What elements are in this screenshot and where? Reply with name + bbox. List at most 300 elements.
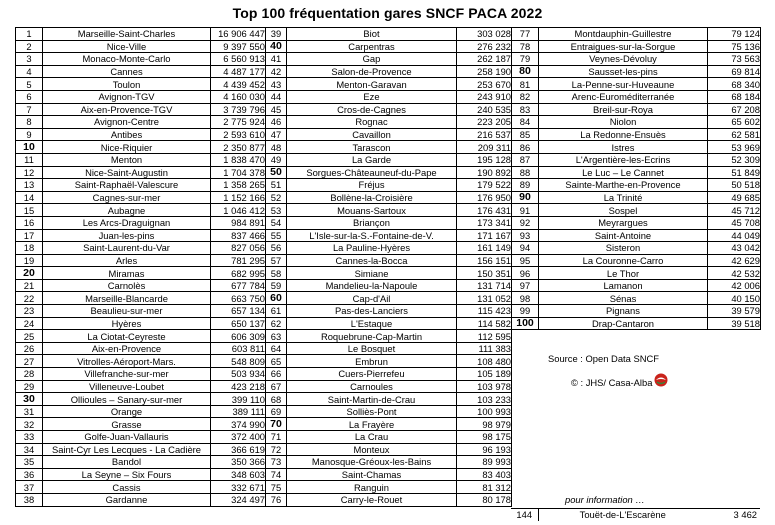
table-row bbox=[266, 292, 512, 305]
table-row bbox=[266, 78, 512, 91]
ridership-value-cell: 2 350 877 bbox=[211, 141, 266, 154]
table-row bbox=[512, 317, 761, 330]
rank-cell: 50 bbox=[266, 166, 287, 179]
station-name-cell: Monteux bbox=[287, 443, 457, 456]
ridership-value-cell: 44 049 bbox=[708, 229, 761, 242]
ridership-value-cell: 39 579 bbox=[708, 305, 761, 318]
rank-cell: 24 bbox=[16, 317, 43, 330]
ridership-value-cell: 68 184 bbox=[708, 90, 761, 103]
table-row bbox=[266, 393, 512, 406]
rank-cell: 100 bbox=[512, 317, 539, 330]
ridership-value-cell: 42 629 bbox=[708, 254, 761, 267]
rank-cell: 144 bbox=[511, 509, 538, 521]
station-name-cell: Aix-en-Provence bbox=[43, 342, 211, 355]
station-name-cell: Carpentras bbox=[287, 40, 457, 53]
station-name-cell: Briançon bbox=[287, 216, 457, 229]
rank-cell: 2 bbox=[16, 40, 43, 53]
station-name-cell: La Frayère bbox=[287, 418, 457, 431]
rank-cell: 64 bbox=[266, 342, 287, 355]
table-row bbox=[512, 28, 761, 41]
rank-cell: 33 bbox=[16, 431, 43, 444]
station-name-cell: Tarascon bbox=[287, 141, 457, 154]
table-row bbox=[266, 216, 512, 229]
ridership-value-cell: 115 423 bbox=[457, 305, 512, 318]
rank-cell: 97 bbox=[512, 279, 539, 292]
table-row bbox=[512, 65, 761, 78]
station-name-cell: Breil-sur-Roya bbox=[539, 103, 708, 116]
rank-cell: 88 bbox=[512, 166, 539, 179]
rank-cell: 89 bbox=[512, 179, 539, 192]
station-name-cell: Sospel bbox=[539, 204, 708, 217]
station-name-cell: Sorgues-Châteauneuf-du-Pape bbox=[287, 166, 457, 179]
rank-cell: 99 bbox=[512, 305, 539, 318]
station-name-cell: Beaulieu-sur-mer bbox=[43, 305, 211, 318]
station-name-cell: Avignon-Centre bbox=[43, 116, 211, 129]
rank-cell: 20 bbox=[16, 267, 43, 280]
station-name-cell: Cros-de-Cagnes bbox=[287, 103, 457, 116]
ridership-value-cell: 4 439 452 bbox=[211, 78, 266, 91]
table-row bbox=[512, 90, 761, 103]
table-row bbox=[16, 40, 266, 53]
station-name-cell: Les Arcs-Draguignan bbox=[43, 216, 211, 229]
station-name-cell: Cap-d'Ail bbox=[287, 292, 457, 305]
station-name-cell: Saint-Cyr Les Lecques - La Cadière bbox=[43, 443, 211, 456]
table-row bbox=[266, 355, 512, 368]
rank-cell: 42 bbox=[266, 65, 287, 78]
station-name-cell: Bollène-la-Croisière bbox=[287, 191, 457, 204]
ridership-value-cell: 108 480 bbox=[457, 355, 512, 368]
table-row bbox=[512, 103, 761, 116]
ridership-value-cell: 240 535 bbox=[457, 103, 512, 116]
table-row bbox=[266, 141, 512, 154]
ridership-value-cell: 42 006 bbox=[708, 279, 761, 292]
table-row bbox=[16, 254, 266, 267]
ridership-value-cell: 366 619 bbox=[211, 443, 266, 456]
ridership-value-cell: 606 309 bbox=[211, 330, 266, 343]
station-name-cell: La Trinité bbox=[539, 191, 708, 204]
rank-cell: 34 bbox=[16, 443, 43, 456]
station-name-cell: Ollioules – Sanary-sur-mer bbox=[43, 393, 211, 406]
ridership-value-cell: 171 167 bbox=[457, 229, 512, 242]
rank-cell: 8 bbox=[16, 116, 43, 129]
rank-cell: 62 bbox=[266, 317, 287, 330]
rank-cell: 63 bbox=[266, 330, 287, 343]
rank-cell: 16 bbox=[16, 216, 43, 229]
table-row bbox=[16, 368, 266, 381]
ridership-value-cell: 45 708 bbox=[708, 216, 761, 229]
rank-cell: 39 bbox=[266, 28, 287, 41]
station-name-cell: Saint-Chamas bbox=[287, 468, 457, 481]
station-name-cell: Saint-Antoine bbox=[539, 229, 708, 242]
ridership-value-cell: 374 990 bbox=[211, 418, 266, 431]
table-row bbox=[266, 305, 512, 318]
ridership-value-cell: 984 891 bbox=[211, 216, 266, 229]
ridership-value-cell: 103 233 bbox=[457, 393, 512, 406]
ranking-table-col-3 bbox=[511, 27, 761, 330]
rank-cell: 54 bbox=[266, 216, 287, 229]
table-row bbox=[266, 90, 512, 103]
ridership-value-cell: 677 784 bbox=[211, 279, 266, 292]
ridership-value-cell: 50 518 bbox=[708, 179, 761, 192]
station-name-cell: Arenc-Euroméditerranée bbox=[539, 90, 708, 103]
rank-cell: 38 bbox=[16, 493, 43, 506]
rank-cell: 27 bbox=[16, 355, 43, 368]
table-row bbox=[266, 279, 512, 292]
rank-cell: 18 bbox=[16, 242, 43, 255]
table-row bbox=[16, 418, 266, 431]
ridership-value-cell: 350 366 bbox=[211, 456, 266, 469]
table-row bbox=[512, 128, 761, 141]
rank-cell: 58 bbox=[266, 267, 287, 280]
ridership-value-cell: 827 056 bbox=[211, 242, 266, 255]
station-name-cell: Simiane bbox=[287, 267, 457, 280]
table-row bbox=[16, 267, 266, 280]
table-row bbox=[16, 78, 266, 91]
table-row bbox=[16, 405, 266, 418]
ridership-value-cell: 303 028 bbox=[457, 28, 512, 41]
rank-cell: 85 bbox=[512, 128, 539, 141]
rank-cell: 83 bbox=[512, 103, 539, 116]
rank-cell: 94 bbox=[512, 242, 539, 255]
ridership-value-cell: 657 134 bbox=[211, 305, 266, 318]
table-row bbox=[266, 40, 512, 53]
rank-cell: 84 bbox=[512, 116, 539, 129]
rank-cell: 26 bbox=[16, 342, 43, 355]
station-name-cell: Gardanne bbox=[43, 493, 211, 506]
station-name-cell: Mandelieu-la-Napoule bbox=[287, 279, 457, 292]
ranking-table-col-1 bbox=[15, 27, 266, 507]
station-name-cell: Le Thor bbox=[539, 267, 708, 280]
table-row bbox=[16, 355, 266, 368]
rank-cell: 5 bbox=[16, 78, 43, 91]
rank-cell: 48 bbox=[266, 141, 287, 154]
table-row bbox=[16, 431, 266, 444]
ridership-value-cell: 16 906 447 bbox=[211, 28, 266, 41]
rank-cell: 61 bbox=[266, 305, 287, 318]
ridership-value-cell: 243 910 bbox=[457, 90, 512, 103]
station-name-cell: Aubagne bbox=[43, 204, 211, 217]
station-name-cell: Pignans bbox=[539, 305, 708, 318]
ridership-value-cell: 179 522 bbox=[457, 179, 512, 192]
station-name-cell: La Couronne-Carro bbox=[539, 254, 708, 267]
station-name-cell: L'Isle-sur-la-S.-Fontaine-de-V. bbox=[287, 229, 457, 242]
ridership-value-cell: 131 714 bbox=[457, 279, 512, 292]
ridership-value-cell: 223 205 bbox=[457, 116, 512, 129]
ridership-value-cell: 781 295 bbox=[211, 254, 266, 267]
station-name-cell: L'Argentière-les-Ecrins bbox=[539, 153, 708, 166]
table-row bbox=[16, 393, 266, 406]
rank-cell: 79 bbox=[512, 53, 539, 66]
table-row bbox=[266, 481, 512, 494]
ridership-value-cell: 100 993 bbox=[457, 405, 512, 418]
rank-cell: 98 bbox=[512, 292, 539, 305]
station-name-cell: Arles bbox=[43, 254, 211, 267]
ridership-value-cell: 503 934 bbox=[211, 368, 266, 381]
rank-cell: 68 bbox=[266, 393, 287, 406]
ridership-value-cell: 52 309 bbox=[708, 153, 761, 166]
rank-cell: 81 bbox=[512, 78, 539, 91]
rank-cell: 17 bbox=[16, 229, 43, 242]
station-name-cell: Biot bbox=[287, 28, 457, 41]
rank-cell: 30 bbox=[16, 393, 43, 406]
rank-cell: 67 bbox=[266, 380, 287, 393]
station-name-cell: La Garde bbox=[287, 153, 457, 166]
table-row bbox=[16, 191, 266, 204]
table-row bbox=[512, 242, 761, 255]
table-row bbox=[266, 468, 512, 481]
table-row bbox=[16, 481, 266, 494]
station-name-cell: Veynes-Dévoluy bbox=[539, 53, 708, 66]
table-row bbox=[266, 65, 512, 78]
rank-cell: 4 bbox=[16, 65, 43, 78]
rank-cell: 46 bbox=[266, 116, 287, 129]
rank-cell: 51 bbox=[266, 179, 287, 192]
station-name-cell: Manosque-Gréoux-les-Bains bbox=[287, 456, 457, 469]
ridership-value-cell: 105 189 bbox=[457, 368, 512, 381]
table-row bbox=[512, 141, 761, 154]
ridership-value-cell: 663 750 bbox=[211, 292, 266, 305]
station-name-cell: Marseille-Saint-Charles bbox=[43, 28, 211, 41]
station-name-cell: Juan-les-pins bbox=[43, 229, 211, 242]
station-name-cell: Solliès-Pont bbox=[287, 405, 457, 418]
ridership-value-cell: 79 124 bbox=[708, 28, 761, 41]
table-row bbox=[16, 229, 266, 242]
station-name-cell: Antibes bbox=[43, 128, 211, 141]
ridership-value-cell: 173 341 bbox=[457, 216, 512, 229]
ridership-value-cell: 2 775 924 bbox=[211, 116, 266, 129]
ridership-value-cell: 81 312 bbox=[457, 481, 512, 494]
ridership-value-cell: 65 602 bbox=[708, 116, 761, 129]
ridership-value-cell: 111 383 bbox=[457, 342, 512, 355]
table-row bbox=[16, 456, 266, 469]
table-row bbox=[16, 443, 266, 456]
table-row bbox=[16, 317, 266, 330]
table-row bbox=[16, 166, 266, 179]
table-row bbox=[512, 40, 761, 53]
rank-cell: 7 bbox=[16, 103, 43, 116]
station-name-cell: Le Luc – Le Cannet bbox=[539, 166, 708, 179]
table-row bbox=[512, 254, 761, 267]
ridership-value-cell: 9 397 550 bbox=[211, 40, 266, 53]
station-name-cell: Sénas bbox=[539, 292, 708, 305]
ridership-value-cell: 114 582 bbox=[457, 317, 512, 330]
rank-cell: 25 bbox=[16, 330, 43, 343]
rank-cell: 9 bbox=[16, 128, 43, 141]
rank-cell: 57 bbox=[266, 254, 287, 267]
table-row bbox=[16, 468, 266, 481]
station-name-cell: Cannes-la-Bocca bbox=[287, 254, 457, 267]
table-row bbox=[511, 509, 760, 521]
table-row bbox=[512, 153, 761, 166]
rank-cell: 23 bbox=[16, 305, 43, 318]
table-row bbox=[266, 28, 512, 41]
station-name-cell: La Redonne-Ensuès bbox=[539, 128, 708, 141]
ridership-value-cell: 131 052 bbox=[457, 292, 512, 305]
rank-cell: 35 bbox=[16, 456, 43, 469]
station-name-cell: Monaco-Monte-Carlo bbox=[43, 53, 211, 66]
table-row bbox=[16, 141, 266, 154]
ridership-value-cell: 96 193 bbox=[457, 443, 512, 456]
rank-cell: 96 bbox=[512, 267, 539, 280]
ridership-value-cell: 4 487 177 bbox=[211, 65, 266, 78]
ridership-value-cell: 389 111 bbox=[211, 405, 266, 418]
rank-cell: 49 bbox=[266, 153, 287, 166]
table-row bbox=[16, 380, 266, 393]
ridership-value-cell: 1 704 378 bbox=[211, 166, 266, 179]
rank-cell: 28 bbox=[16, 368, 43, 381]
table-row bbox=[266, 128, 512, 141]
station-name-cell: Lamanon bbox=[539, 279, 708, 292]
ridership-value-cell: 51 849 bbox=[708, 166, 761, 179]
ridership-value-cell: 98 175 bbox=[457, 431, 512, 444]
station-name-cell: Avignon-TGV bbox=[43, 90, 211, 103]
rank-cell: 3 bbox=[16, 53, 43, 66]
station-name-cell: L'Estaque bbox=[287, 317, 457, 330]
table-row bbox=[16, 128, 266, 141]
table-row bbox=[16, 342, 266, 355]
table-row bbox=[16, 116, 266, 129]
rank-cell: 44 bbox=[266, 90, 287, 103]
rank-cell: 95 bbox=[512, 254, 539, 267]
ridership-value-cell: 176 431 bbox=[457, 204, 512, 217]
ridership-value-cell: 49 685 bbox=[708, 191, 761, 204]
station-name-cell: Mouans-Sartoux bbox=[287, 204, 457, 217]
ridership-value-cell: 1 046 412 bbox=[211, 204, 266, 217]
table-row bbox=[266, 53, 512, 66]
station-name-cell: Aix-en-Provence-TGV bbox=[43, 103, 211, 116]
table-row bbox=[266, 242, 512, 255]
rank-cell: 45 bbox=[266, 103, 287, 116]
rank-cell: 52 bbox=[266, 191, 287, 204]
table-row bbox=[512, 305, 761, 318]
station-name-cell: Villeneuve-Loubet bbox=[43, 380, 211, 393]
station-name-cell: La-Penne-sur-Huveaune bbox=[539, 78, 708, 91]
ridership-value-cell: 83 403 bbox=[457, 468, 512, 481]
table-row bbox=[266, 204, 512, 217]
ridership-value-cell: 253 670 bbox=[457, 78, 512, 91]
ridership-value-cell: 69 814 bbox=[708, 65, 761, 78]
station-name-cell: Grasse bbox=[43, 418, 211, 431]
station-name-cell: Entraigues-sur-la-Sorgue bbox=[539, 40, 708, 53]
rank-cell: 78 bbox=[512, 40, 539, 53]
table-row bbox=[512, 279, 761, 292]
ridership-value-cell: 43 042 bbox=[708, 242, 761, 255]
table-row bbox=[266, 418, 512, 431]
table-row bbox=[266, 368, 512, 381]
table-row bbox=[266, 456, 512, 469]
ridership-value-cell: 53 969 bbox=[708, 141, 761, 154]
rank-cell: 56 bbox=[266, 242, 287, 255]
station-name-cell: Montdauphin-Guillestre bbox=[539, 28, 708, 41]
info-label: pour information … bbox=[565, 494, 645, 505]
table-row bbox=[512, 204, 761, 217]
rank-cell: 93 bbox=[512, 229, 539, 242]
table-row bbox=[512, 116, 761, 129]
table-row bbox=[16, 153, 266, 166]
table-row bbox=[512, 216, 761, 229]
table-row bbox=[512, 179, 761, 192]
station-name-cell: La Ciotat-Ceyreste bbox=[43, 330, 211, 343]
ridership-value-cell: 3 462 bbox=[707, 509, 760, 521]
ridership-value-cell: 190 892 bbox=[457, 166, 512, 179]
table-row bbox=[512, 267, 761, 280]
station-name-cell: Pas-des-Lanciers bbox=[287, 305, 457, 318]
station-name-cell: Carry-le-Rouet bbox=[287, 493, 457, 506]
station-name-cell: Carnoules bbox=[287, 380, 457, 393]
station-name-cell: Nice-Ville bbox=[43, 40, 211, 53]
ridership-value-cell: 276 232 bbox=[457, 40, 512, 53]
ridership-value-cell: 603 811 bbox=[211, 342, 266, 355]
ridership-value-cell: 837 466 bbox=[211, 229, 266, 242]
rank-cell: 36 bbox=[16, 468, 43, 481]
station-name-cell: Eze bbox=[287, 90, 457, 103]
rank-cell: 82 bbox=[512, 90, 539, 103]
table-row bbox=[266, 153, 512, 166]
station-name-cell: Saint-Martin-de-Crau bbox=[287, 393, 457, 406]
station-name-cell: Nice-Riquier bbox=[43, 141, 211, 154]
ridership-value-cell: 209 311 bbox=[457, 141, 512, 154]
ridership-value-cell: 150 351 bbox=[457, 267, 512, 280]
rank-cell: 43 bbox=[266, 78, 287, 91]
table-row bbox=[512, 166, 761, 179]
ridership-value-cell: 42 532 bbox=[708, 267, 761, 280]
ridership-value-cell: 372 400 bbox=[211, 431, 266, 444]
station-name-cell: Cassis bbox=[43, 481, 211, 494]
credit-note: © : JHS/ Casa-Alba bbox=[571, 377, 653, 388]
ridership-value-cell: 156 151 bbox=[457, 254, 512, 267]
table-row bbox=[266, 191, 512, 204]
station-name-cell: Golfe-Juan-Vallauris bbox=[43, 431, 211, 444]
ridership-value-cell: 68 340 bbox=[708, 78, 761, 91]
rank-cell: 19 bbox=[16, 254, 43, 267]
table-row bbox=[16, 279, 266, 292]
table-row bbox=[266, 431, 512, 444]
ridership-value-cell: 216 537 bbox=[457, 128, 512, 141]
table-row bbox=[16, 330, 266, 343]
ridership-value-cell: 161 149 bbox=[457, 242, 512, 255]
rank-cell: 80 bbox=[512, 65, 539, 78]
table-row bbox=[16, 53, 266, 66]
red-white-flower-logo-icon bbox=[654, 373, 668, 387]
ridership-value-cell: 423 218 bbox=[211, 380, 266, 393]
rank-cell: 37 bbox=[16, 481, 43, 494]
ridership-value-cell: 112 595 bbox=[457, 330, 512, 343]
station-name-cell: Touët-de-L'Escarène bbox=[538, 509, 707, 521]
ridership-value-cell: 324 497 bbox=[211, 493, 266, 506]
station-name-cell: Bandol bbox=[43, 456, 211, 469]
rank-cell: 47 bbox=[266, 128, 287, 141]
station-name-cell: Toulon bbox=[43, 78, 211, 91]
station-name-cell: Rognac bbox=[287, 116, 457, 129]
rank-cell: 13 bbox=[16, 179, 43, 192]
station-name-cell: Marseille-Blancarde bbox=[43, 292, 211, 305]
station-name-cell: Sainte-Marthe-en-Provence bbox=[539, 179, 708, 192]
rank-cell: 65 bbox=[266, 355, 287, 368]
rank-cell: 14 bbox=[16, 191, 43, 204]
rank-cell: 11 bbox=[16, 153, 43, 166]
station-name-cell: Sausset-les-pins bbox=[539, 65, 708, 78]
table-row bbox=[266, 116, 512, 129]
rank-cell: 87 bbox=[512, 153, 539, 166]
station-name-cell: Saint-Raphaël-Valescure bbox=[43, 179, 211, 192]
ridership-value-cell: 348 603 bbox=[211, 468, 266, 481]
station-name-cell: Hyères bbox=[43, 317, 211, 330]
rank-cell: 74 bbox=[266, 468, 287, 481]
table-row bbox=[16, 216, 266, 229]
table-row bbox=[266, 103, 512, 116]
ridership-value-cell: 548 809 bbox=[211, 355, 266, 368]
table-row bbox=[266, 317, 512, 330]
